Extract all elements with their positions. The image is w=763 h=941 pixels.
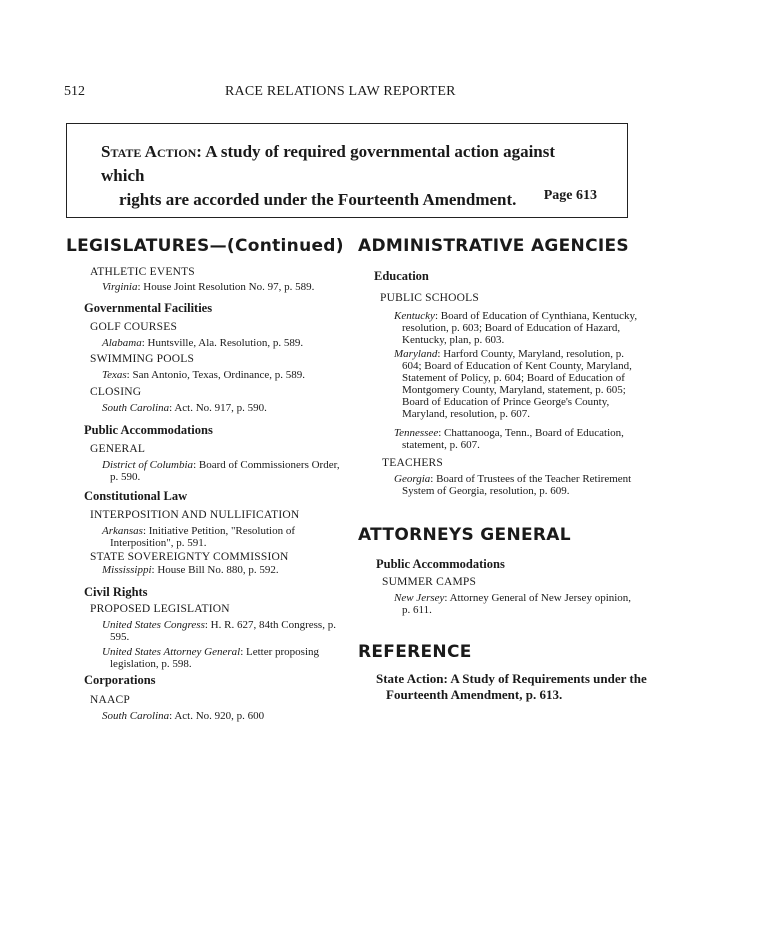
section-heading-administrative-agencies: ADMINISTRATIVE AGENCIES [358, 236, 629, 256]
category-public-schools: PUBLIC SCHOOLS [380, 292, 479, 304]
category-athletic-events: ATHLETIC EVENTS [90, 266, 195, 278]
reference-entry: State Action: A Study of Requirements under the Fourteenth Amendment, p. 613. [376, 671, 647, 702]
page-number: 512 [64, 84, 85, 99]
notice-line1: : A study of required governmental action against which [101, 142, 556, 185]
subheading-corporations: Corporations [84, 673, 156, 687]
entry-georgia: Georgia: Board of Trustees of the Teacher Retirement System of Georgia, resolution, p. 609. [394, 473, 632, 497]
entry-alabama: Alabama: Huntsville, Ala. Resolution, p. 589. [102, 337, 304, 349]
notice-page: Page 613 [543, 188, 597, 203]
entry-maryland: Maryland: Harford County, Maryland, resolution, p. 604; Board of Education of Kent County, Maryland, Statement of Policy, p. 604; Board of Education of Montgomery County, Maryland, statement, p. 605; Board of Education of Prince George's County, Maryland, resolution, p. 607. [394, 348, 632, 420]
category-interposition: INTERPOSITION AND NULLIFICATION [90, 509, 300, 521]
running-header: RACE RELATIONS LAW REPORTER [225, 84, 456, 99]
entry-virginia: Virginia: House Joint Resolution No. 97, p. 589. [102, 281, 315, 293]
notice-text [101, 140, 601, 212]
entry-district-of-columbia: District of Columbia: Board of Commissioners Order, p. 590. [102, 459, 340, 483]
category-summer-camps: SUMMER CAMPS [382, 576, 477, 588]
section-heading-attorneys-general: ATTORNEYS GENERAL [358, 525, 571, 545]
subheading-constitutional-law: Constitutional Law [84, 489, 188, 503]
entry-us-congress: United States Congress: H. R. 627, 84th Congress, p. 595. [102, 619, 336, 643]
subheading-governmental-facilities: Governmental Facilities [84, 301, 213, 315]
category-golf-courses: GOLF COURSES [90, 321, 178, 333]
entry-tennessee: Tennessee: Chattanooga, Tenn., Board of Education, statement, p. 607. [394, 427, 624, 451]
entry-us-attorney-general: United States Attorney General: Letter proposing legislation, p. 598. [102, 646, 320, 670]
entry-south-carolina: South Carolina: Act. No. 917, p. 590. [102, 402, 267, 414]
subheading-public-accommodations: Public Accommodations [84, 423, 213, 437]
category-teachers: TEACHERS [382, 457, 444, 469]
category-proposed-legislation: PROPOSED LEGISLATION [90, 603, 230, 615]
category-closing: CLOSING [90, 386, 142, 398]
notice-line2: rights are accorded under the Fourteenth Amendment. [119, 190, 517, 209]
subheading-education: Education [374, 269, 429, 283]
category-naacp: NAACP [90, 694, 130, 706]
subheading-civil-rights: Civil Rights [84, 585, 148, 599]
entry-arkansas: Arkansas: Initiative Petition, "Resolution of Interposition", p. 591. [102, 525, 296, 549]
category-swimming-pools: SWIMMING POOLS [90, 353, 195, 365]
entry-mississippi: Mississippi: House Bill No. 880, p. 592. [102, 564, 279, 576]
category-general: GENERAL [90, 443, 146, 455]
entry-texas: Texas: San Antonio, Texas, Ordinance, p. 589. [102, 369, 306, 381]
category-state-sovereignty: STATE SOVEREIGNTY COMMISSION [90, 551, 289, 563]
notice-label: State Action [101, 142, 197, 161]
notice-box [66, 123, 628, 218]
section-heading-reference: REFERENCE [358, 642, 472, 662]
section-heading-legislatures: LEGISLATURES—(Continued) [66, 236, 344, 256]
entry-new-jersey: New Jersey: Attorney General of New Jersey opinion, p. 611. [394, 592, 632, 616]
entry-south-carolina-naacp: South Carolina: Act. No. 920, p. 600 [102, 710, 265, 722]
subheading-public-accommodations-ag: Public Accommodations [376, 557, 505, 571]
entry-kentucky: Kentucky: Board of Education of Cynthiana, Kentucky, resolution, p. 603; Board of Education of Hazard, Kentucky, plan, p. 603. [394, 310, 638, 346]
